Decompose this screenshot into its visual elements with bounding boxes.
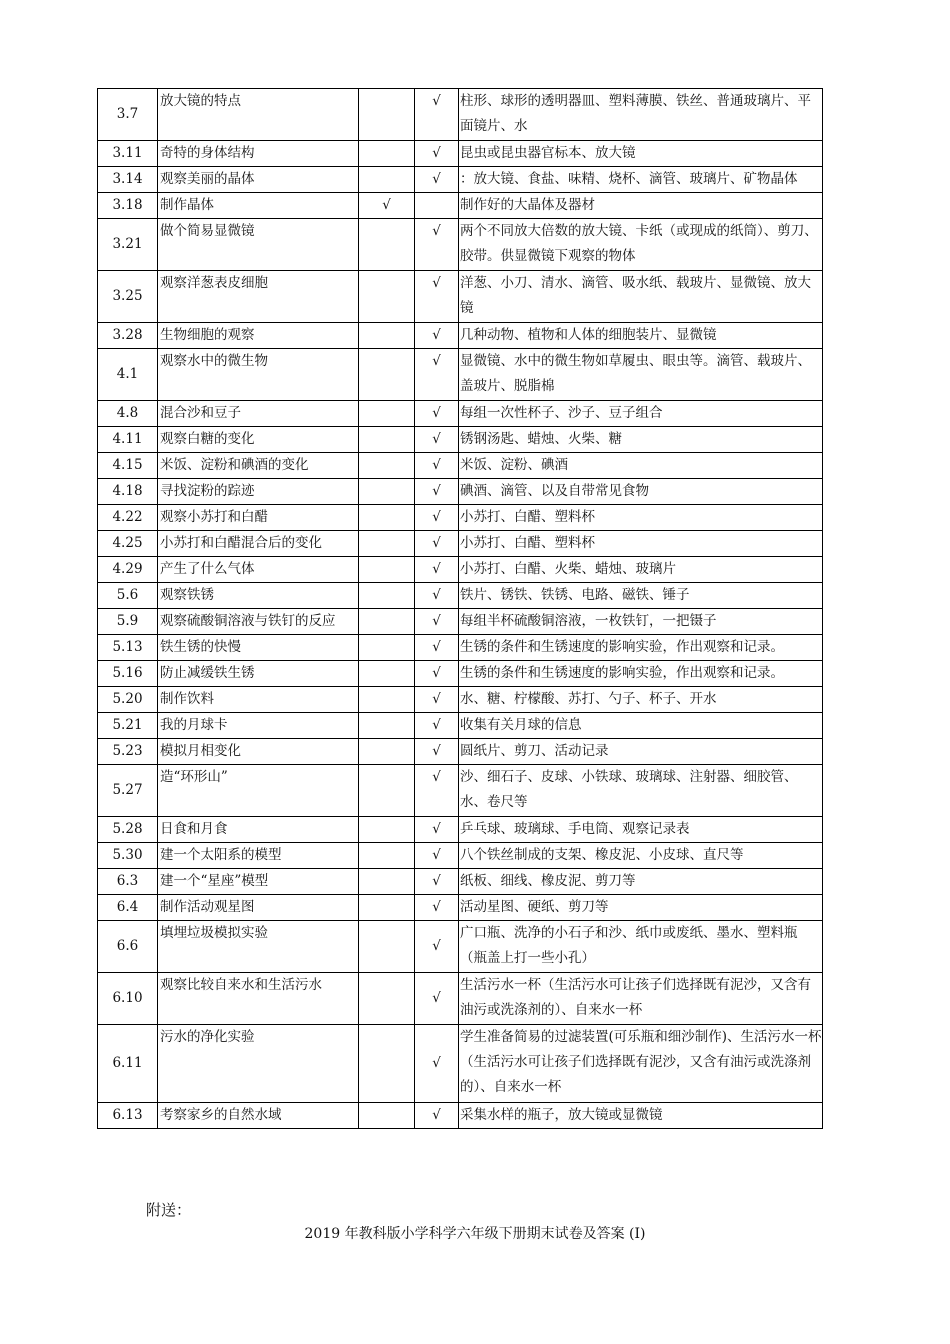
- lesson-name: 观察美丽的晶体: [158, 167, 359, 193]
- lesson-name: 制作活动观星图: [158, 895, 359, 921]
- lesson-materials: 几种动物、植物和人体的细胞装片、显微镜: [459, 323, 823, 349]
- lesson-materials: 采集水样的瓶子，放大镜或显微镜: [459, 1103, 823, 1129]
- table-row: [98, 973, 823, 1025]
- table-row: [98, 583, 823, 609]
- table-row: [98, 843, 823, 869]
- lesson-date: 4.15: [98, 453, 158, 479]
- check-column-2: √: [415, 739, 459, 765]
- lesson-name: 米饭、淀粉和碘酒的变化: [158, 453, 359, 479]
- lesson-materials: 圆纸片、剪刀、活动记录: [459, 739, 823, 765]
- check-column-1: [359, 921, 415, 973]
- table-row: [98, 557, 823, 583]
- lesson-name: 寻找淀粉的踪迹: [158, 479, 359, 505]
- check-column-1: [359, 973, 415, 1025]
- check-column-1: [359, 167, 415, 193]
- lesson-name: 观察小苏打和白醋: [158, 505, 359, 531]
- lesson-date: 5.6: [98, 583, 158, 609]
- check-column-2: √: [415, 89, 459, 141]
- check-column-1: [359, 1103, 415, 1129]
- lesson-date: 4.25: [98, 531, 158, 557]
- check-column-2: √: [415, 661, 459, 687]
- lesson-name: 小苏打和白醋混合后的变化: [158, 531, 359, 557]
- lesson-materials: 水、糖、柠檬酸、苏打、勺子、杯子、开水: [459, 687, 823, 713]
- exam-title: 2019 年教科版小学科学六年级下册期末试卷及答案 (I): [304, 1226, 646, 1242]
- lesson-date: 4.1: [98, 349, 158, 401]
- check-column-2: [415, 193, 459, 219]
- check-column-1: [359, 531, 415, 557]
- check-column-2: √: [415, 531, 459, 557]
- check-column-2: √: [415, 401, 459, 427]
- lesson-date: 5.23: [98, 739, 158, 765]
- lesson-materials: 收集有关月球的信息: [459, 713, 823, 739]
- table-row: [98, 1025, 823, 1103]
- check-column-2: √: [415, 895, 459, 921]
- table-row: [98, 323, 823, 349]
- lesson-name: 观察铁锈: [158, 583, 359, 609]
- lesson-materials: 小苏打、白醋、塑料杯: [459, 531, 823, 557]
- check-column-1: [359, 843, 415, 869]
- table-row: [98, 505, 823, 531]
- lesson-name: 日食和月食: [158, 817, 359, 843]
- lesson-name: 制作饮料: [158, 687, 359, 713]
- check-column-2: √: [415, 713, 459, 739]
- lesson-materials: 碘酒、滴管、以及自带常见食物: [459, 479, 823, 505]
- lesson-name: 做个简易显微镜: [158, 219, 359, 271]
- table-row: [98, 869, 823, 895]
- check-column-2: √: [415, 609, 459, 635]
- lesson-date: 4.22: [98, 505, 158, 531]
- check-column-1: [359, 765, 415, 817]
- check-column-2: √: [415, 479, 459, 505]
- experiment-table-body: [98, 89, 823, 1129]
- check-column-1: [359, 739, 415, 765]
- lesson-name: 观察比较自来水和生活污水: [158, 973, 359, 1025]
- lesson-name: 污水的净化实验: [158, 1025, 359, 1103]
- check-column-1: [359, 661, 415, 687]
- check-column-2: √: [415, 1025, 459, 1103]
- lesson-materials: 锈钢汤匙、蜡烛、火柴、糖: [459, 427, 823, 453]
- lesson-date: 6.13: [98, 1103, 158, 1129]
- lesson-materials: 制作好的大晶体及器材: [459, 193, 823, 219]
- check-column-2: √: [415, 765, 459, 817]
- check-column-1: [359, 427, 415, 453]
- lesson-date: 6.10: [98, 973, 158, 1025]
- check-column-2: √: [415, 505, 459, 531]
- lesson-name: 填埋垃圾模拟实验: [158, 921, 359, 973]
- check-column-2: √: [415, 1103, 459, 1129]
- lesson-materials: 乒乓球、玻璃球、手电筒、观察记录表: [459, 817, 823, 843]
- table-row: [98, 713, 823, 739]
- check-column-1: [359, 271, 415, 323]
- lesson-date: 3.7: [98, 89, 158, 141]
- check-column-1: [359, 687, 415, 713]
- check-column-1: [359, 479, 415, 505]
- lesson-materials: ：放大镜、食盐、味精、烧杯、滴管、玻璃片、矿物晶体: [459, 167, 823, 193]
- lesson-name: 建一个太阳系的模型: [158, 843, 359, 869]
- check-column-2: √: [415, 271, 459, 323]
- lesson-date: 4.18: [98, 479, 158, 505]
- lesson-date: 5.28: [98, 817, 158, 843]
- lesson-name: 产生了什么气体: [158, 557, 359, 583]
- check-column-2: √: [415, 349, 459, 401]
- lesson-name: 制作晶体: [158, 193, 359, 219]
- lesson-date: 6.11: [98, 1025, 158, 1103]
- table-row: [98, 817, 823, 843]
- check-column-1: [359, 817, 415, 843]
- check-column-1: [359, 895, 415, 921]
- lesson-name: 放大镜的特点: [158, 89, 359, 141]
- check-column-1: [359, 89, 415, 141]
- check-column-2: √: [415, 869, 459, 895]
- lesson-date: 6.4: [98, 895, 158, 921]
- lesson-name: 观察洋葱表皮细胞: [158, 271, 359, 323]
- table-row: [98, 89, 823, 141]
- lesson-date: 5.13: [98, 635, 158, 661]
- lesson-date: 4.29: [98, 557, 158, 583]
- check-column-1: [359, 323, 415, 349]
- lesson-name: 观察白糖的变化: [158, 427, 359, 453]
- check-column-2: √: [415, 973, 459, 1025]
- experiment-table: [97, 88, 823, 1129]
- lesson-date: 3.28: [98, 323, 158, 349]
- check-column-2: √: [415, 583, 459, 609]
- table-row: [98, 687, 823, 713]
- lesson-materials: 昆虫或昆虫器官标本、放大镜: [459, 141, 823, 167]
- check-column-1: [359, 869, 415, 895]
- check-column-1: [359, 1025, 415, 1103]
- lesson-date: 5.9: [98, 609, 158, 635]
- table-row: [98, 193, 823, 219]
- table-row: [98, 661, 823, 687]
- check-column-2: √: [415, 921, 459, 973]
- table-row: [98, 921, 823, 973]
- lesson-materials: 显微镜、水中的微生物如草履虫、眼虫等。滴管、载玻片、盖玻片、脱脂棉: [459, 349, 823, 401]
- lesson-materials: 生锈的条件和生锈速度的影响实验，作出观察和记录。: [459, 635, 823, 661]
- table-row: [98, 219, 823, 271]
- lesson-name: 奇特的身体结构: [158, 141, 359, 167]
- lesson-date: 3.14: [98, 167, 158, 193]
- lesson-name: 造“环形山”: [158, 765, 359, 817]
- table-row: [98, 609, 823, 635]
- check-column-1: [359, 583, 415, 609]
- table-row: [98, 453, 823, 479]
- check-column-2: √: [415, 687, 459, 713]
- table-row: [98, 167, 823, 193]
- lesson-materials: 两个不同放大倍数的放大镜、卡纸（或现成的纸筒）、剪刀、胶带。供显微镜下观察的物体: [459, 219, 823, 271]
- lesson-name: 考察家乡的自然水域: [158, 1103, 359, 1129]
- lesson-materials: 学生准备简易的过滤装置(可乐瓶和细沙制作)、生活污水一杯（生活污水可让孩子们选择既有泥沙，又含有油污或洗涤剂的）、自来水一杯: [459, 1025, 823, 1103]
- check-column-2: √: [415, 427, 459, 453]
- lesson-date: 5.20: [98, 687, 158, 713]
- check-column-2: √: [415, 323, 459, 349]
- check-column-2: √: [415, 219, 459, 271]
- check-column-1: √: [359, 193, 415, 219]
- lesson-date: 6.3: [98, 869, 158, 895]
- check-column-1: [359, 609, 415, 635]
- lesson-date: 5.27: [98, 765, 158, 817]
- check-column-2: √: [415, 141, 459, 167]
- check-column-2: √: [415, 817, 459, 843]
- lesson-date: 5.21: [98, 713, 158, 739]
- lesson-date: 3.21: [98, 219, 158, 271]
- lesson-date: 3.11: [98, 141, 158, 167]
- check-column-2: √: [415, 167, 459, 193]
- check-column-1: [359, 713, 415, 739]
- check-column-2: √: [415, 453, 459, 479]
- table-row: [98, 427, 823, 453]
- check-column-1: [359, 453, 415, 479]
- check-column-2: √: [415, 557, 459, 583]
- lesson-name: 防止减缓铁生锈: [158, 661, 359, 687]
- check-column-2: √: [415, 635, 459, 661]
- lesson-name: 生物细胞的观察: [158, 323, 359, 349]
- table-row: [98, 765, 823, 817]
- check-column-2: √: [415, 843, 459, 869]
- lesson-name: 混合沙和豆子: [158, 401, 359, 427]
- lesson-materials: 柱形、球形的透明器皿、塑料薄膜、铁丝、普通玻璃片、平面镜片、水: [459, 89, 823, 141]
- lesson-materials: 活动星图、硬纸、剪刀等: [459, 895, 823, 921]
- check-column-1: [359, 219, 415, 271]
- check-column-1: [359, 141, 415, 167]
- table-row: [98, 141, 823, 167]
- lesson-date: 3.18: [98, 193, 158, 219]
- table-row: [98, 1103, 823, 1129]
- table-row: [98, 271, 823, 323]
- table-row: [98, 349, 823, 401]
- lesson-materials: 每组一次性杯子、沙子、豆子组合: [459, 401, 823, 427]
- lesson-materials: 沙、细石子、皮球、小铁球、玻璃球、注射器、细胶管、水、卷尺等: [459, 765, 823, 817]
- lesson-materials: 每组半杯硫酸铜溶液，一枚铁钉，一把镊子: [459, 609, 823, 635]
- lesson-name: 观察硫酸铜溶液与铁钉的反应: [158, 609, 359, 635]
- table-row: [98, 479, 823, 505]
- lesson-materials: 铁片、锈铁、铁锈、电路、磁铁、锤子: [459, 583, 823, 609]
- lesson-name: 观察水中的微生物: [158, 349, 359, 401]
- lesson-date: 4.11: [98, 427, 158, 453]
- check-column-1: [359, 401, 415, 427]
- table-row: [98, 635, 823, 661]
- lesson-date: 5.16: [98, 661, 158, 687]
- check-column-1: [359, 349, 415, 401]
- table-row: [98, 531, 823, 557]
- lesson-date: 3.25: [98, 271, 158, 323]
- lesson-materials: 广口瓶、洗净的小石子和沙、纸巾或废纸、墨水、塑料瓶（瓶盖上打一些小孔）: [459, 921, 823, 973]
- lesson-name: 模拟月相变化: [158, 739, 359, 765]
- lesson-date: 5.30: [98, 843, 158, 869]
- appendix-label: 附送：: [146, 1201, 192, 1219]
- check-column-1: [359, 557, 415, 583]
- table-row: [98, 895, 823, 921]
- lesson-name: 我的月球卡: [158, 713, 359, 739]
- lesson-materials: 八个铁丝制成的支架、橡皮泥、小皮球、直尺等: [459, 843, 823, 869]
- check-column-1: [359, 505, 415, 531]
- lesson-date: 6.6: [98, 921, 158, 973]
- lesson-materials: 纸板、细线、橡皮泥、剪刀等: [459, 869, 823, 895]
- lesson-materials: 小苏打、白醋、塑料杯: [459, 505, 823, 531]
- lesson-name: 铁生锈的快慢: [158, 635, 359, 661]
- lesson-date: 4.8: [98, 401, 158, 427]
- lesson-materials: 洋葱、小刀、清水、滴管、吸水纸、载玻片、显微镜、放大镜: [459, 271, 823, 323]
- lesson-materials: 生锈的条件和生锈速度的影响实验，作出观察和记录。: [459, 661, 823, 687]
- lesson-materials: 米饭、淀粉、碘酒: [459, 453, 823, 479]
- lesson-materials: 小苏打、白醋、火柴、蜡烛、玻璃片: [459, 557, 823, 583]
- lesson-materials: 生活污水一杯（生活污水可让孩子们选择既有泥沙，又含有油污或洗涤剂的）、自来水一杯: [459, 973, 823, 1025]
- lesson-name: 建一个“星座”模型: [158, 869, 359, 895]
- table-row: [98, 401, 823, 427]
- check-column-1: [359, 635, 415, 661]
- table-row: [98, 739, 823, 765]
